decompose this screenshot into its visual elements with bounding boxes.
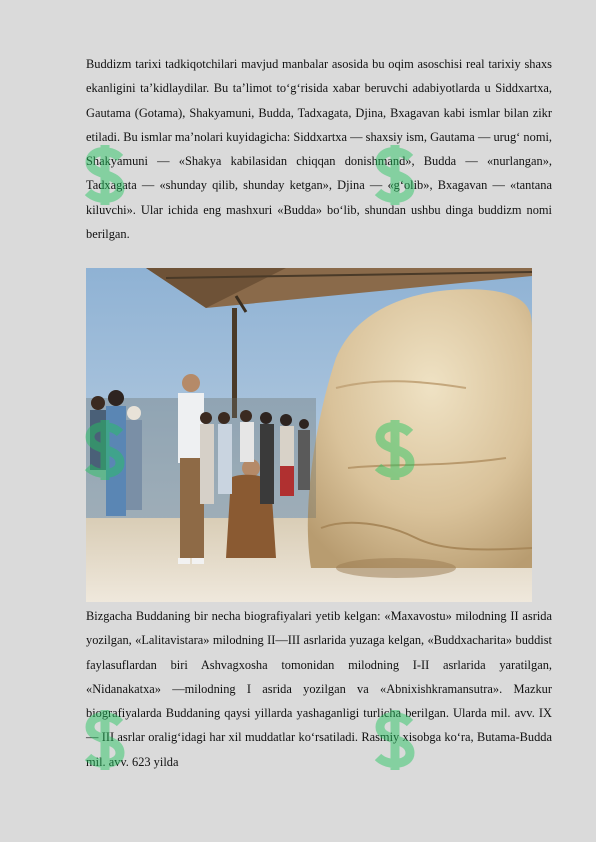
paragraph-biographies: Bizgacha Buddaning bir necha biografiyalari yetib kelgan: «Maxavostu» milodning II asrida yozilgan, «Lalitavistara» milodning II—III asrlarida yuzaga kelgan, «Buddxacharita» buddist faylasuflardan biri Ashvagxosha tomonidan milodning I-II asrlarida yaratilgan, «Nidanakatxa» —milodning I asrida yozilgan va «Abnixishkramansutra». Mazkur biografiyalarda Buddaning qaysi yillarda yashaganligi turlicha berilgan. Ularda mil. avv. IX — III asrlar oralig‘idagi har xil muddatlar ko‘rsatiladi. Rasmiy xisobga ko‘ra, Butama-Budda mil. avv. 623 yilda [86,609,552,769]
paragraph-intro: Buddizm tarixi tadkiqotchilari mavjud manbalar asosida bu oqim asoschisi real tarixiy shaxs ekanligini ta’kidlaydilar. Bu ta’limot to‘g‘risida xabar beruvchi adabiyotlarda u Siddxartxa, Gautama (Gotama), Shakyamuni, Budda, Tadxagata, Djina, Bxagavan kabi ismlar bilan zikr etiladi. Bu ismlar ma’nolari kuyidagicha: Siddxartxa — shaxsiy ism, Gautama — urug‘ nomi, Shakyamuni — «Shakya kabilasidan chiqqan donishmand», Budda — «nurlangan», Tadxagata — «shunday qilib, shunday ketgan», Djina — «g‘olib», Bxagavan — «tantana kiluvchi». Ular ichida eng mashxuri «Budda» bo‘lib, shundan ushbu dinga buddizm nomi berilgan. [86,57,552,242]
photo-pilgrims-at-stupa [86,268,532,602]
